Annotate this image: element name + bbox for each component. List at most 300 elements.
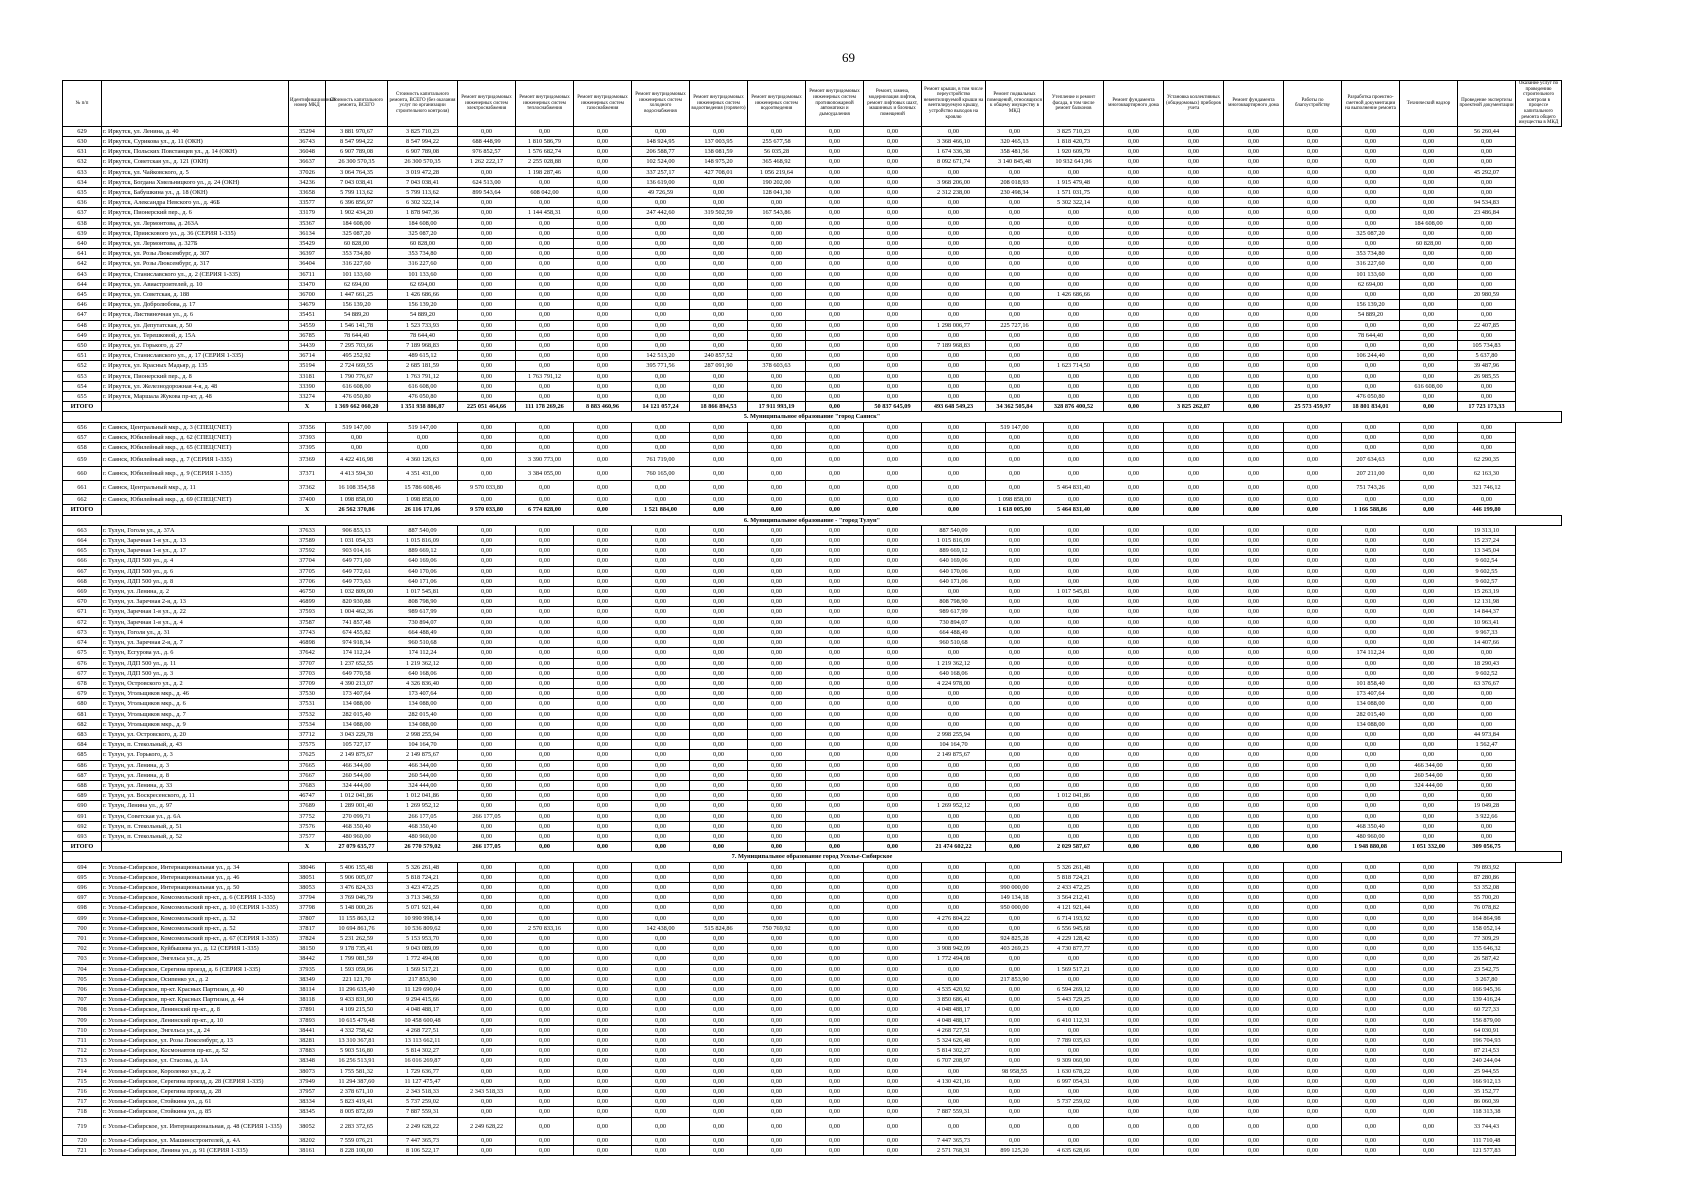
table-cell: 0,00 xyxy=(516,617,574,627)
table-cell: 0,00 xyxy=(458,617,516,627)
table-cell: 1 915 479,48 xyxy=(1044,177,1104,187)
table-cell: 0,00 xyxy=(1104,556,1164,566)
table-cell: 0,00 xyxy=(1104,760,1164,770)
table-cell: 0,00 xyxy=(458,597,516,607)
table-cell: 0,00 xyxy=(516,249,574,259)
table-cell: 5 148 000,26 xyxy=(326,903,388,913)
table-cell: 0,00 xyxy=(1342,443,1400,453)
table-cell: 0,00 xyxy=(458,821,516,831)
table-cell: 0,00 xyxy=(1342,638,1400,648)
table-cell: 37957 xyxy=(289,1087,326,1097)
table-cell: 0,00 xyxy=(986,351,1044,361)
table-cell: 134 088,00 xyxy=(1342,699,1400,709)
table-cell: 0,00 xyxy=(574,453,632,467)
table-cell: 14 121 057,24 xyxy=(632,402,690,412)
table-cell: 0,00 xyxy=(1224,556,1284,566)
table-cell: 0,00 xyxy=(516,198,574,208)
table-row xyxy=(63,729,1562,739)
table-cell: 1 521 884,00 xyxy=(632,505,690,515)
table-cell: 9 602,57 xyxy=(1458,576,1516,586)
table-cell: 0,00 xyxy=(690,290,748,300)
table-cell: 76 078,82 xyxy=(1458,903,1516,913)
table-cell: 0,00 xyxy=(1342,985,1400,995)
table-cell: 23 542,75 xyxy=(1458,964,1516,974)
table-cell: 0,00 xyxy=(1224,770,1284,780)
table-cell: 0,00 xyxy=(690,954,748,964)
table-cell: 0,00 xyxy=(1224,576,1284,586)
table-cell: 0,00 xyxy=(1104,678,1164,688)
table-row xyxy=(63,453,1562,467)
table-cell: 0,00 xyxy=(1400,259,1458,269)
table-cell: 0,00 xyxy=(1044,422,1104,432)
table-cell: 0,00 xyxy=(1224,259,1284,269)
table-cell: 0,00 xyxy=(748,1145,806,1155)
table-cell: 0,00 xyxy=(458,740,516,750)
table-cell: 0,00 xyxy=(1400,1046,1458,1056)
table-cell: 0,00 xyxy=(1104,546,1164,556)
table-cell: 0,00 xyxy=(1284,770,1342,780)
table-cell: 0,00 xyxy=(748,320,806,330)
table-cell: 46899 xyxy=(289,597,326,607)
table-cell: 4 390 213,07 xyxy=(326,678,388,688)
table-cell: 0,00 xyxy=(1224,443,1284,453)
table-cell: 0,00 xyxy=(1400,627,1458,637)
table-cell: 5 324 626,48 xyxy=(922,1036,986,1046)
table-cell: 608 042,00 xyxy=(516,187,574,197)
table-cell: 324 444,00 xyxy=(326,780,388,790)
table-cell: 266 177,05 xyxy=(458,842,516,852)
table-cell: 0,00 xyxy=(1044,607,1104,617)
table-cell: 0,00 xyxy=(1458,750,1516,760)
table-row xyxy=(63,238,1562,248)
table-cell: 37371 xyxy=(289,467,326,481)
table-cell: 0,00 xyxy=(574,341,632,351)
table-cell: 0,00 xyxy=(1224,872,1284,882)
table-cell: 0,00 xyxy=(1400,481,1458,495)
table-cell: 10 694 861,76 xyxy=(326,923,388,933)
table-cell: 0,00 xyxy=(986,432,1044,442)
table-cell: 0,00 xyxy=(1104,1066,1164,1076)
table-cell: 0,00 xyxy=(1224,536,1284,546)
table-cell: 0,00 xyxy=(748,689,806,699)
row-number-cell: 717 xyxy=(63,1097,102,1107)
table-cell: 0,00 xyxy=(1284,259,1342,269)
address-cell: г. Тулун, п. Стекольный, д. 51 xyxy=(102,821,289,831)
table-cell: 0,00 xyxy=(1284,566,1342,576)
table-cell: 26 300 570,35 xyxy=(388,157,458,167)
table-cell: 1 920 609,79 xyxy=(1044,147,1104,157)
table-cell: 0,00 xyxy=(864,903,922,913)
table-cell: 2 570 833,16 xyxy=(516,923,574,933)
table-cell: 0,00 xyxy=(864,198,922,208)
table-cell: 0,00 xyxy=(1224,392,1284,402)
table-cell: 0,00 xyxy=(1104,422,1164,432)
table-cell: 0,00 xyxy=(632,1046,690,1056)
address-cell: г. Тулун, Угольщиков мкр., д. 9 xyxy=(102,719,289,729)
table-cell: 0,00 xyxy=(864,422,922,432)
table-cell: 0,00 xyxy=(806,1056,864,1066)
table-cell: 0,00 xyxy=(748,985,806,995)
table-cell: 0,00 xyxy=(1044,238,1104,248)
table-cell: 25 573 459,97 xyxy=(1284,402,1342,412)
table-cell: 101 858,40 xyxy=(1342,678,1400,688)
table-cell: 0,00 xyxy=(516,709,574,719)
table-cell: 0,00 xyxy=(1342,760,1400,770)
table-cell: 0,00 xyxy=(1044,1087,1104,1097)
address-cell: г. Тулун, ул. Воскресенского, д. 11 xyxy=(102,791,289,801)
table-cell: 0,00 xyxy=(516,587,574,597)
table-cell: 1 351 938 886,87 xyxy=(388,402,458,412)
table-cell: 18 801 834,01 xyxy=(1342,402,1400,412)
table-cell: 208 018,93 xyxy=(986,177,1044,187)
table-cell: 0,00 xyxy=(864,1145,922,1155)
address-cell: г. Иркутск, ул. Красных Мадьяр, д. 135 xyxy=(102,361,289,371)
table-cell: 5 231 262,59 xyxy=(326,933,388,943)
table-cell: 0,00 xyxy=(458,208,516,218)
table-cell: 640 168,06 xyxy=(922,668,986,678)
table-cell: 0,00 xyxy=(1104,872,1164,882)
table-cell: 0,00 xyxy=(1224,821,1284,831)
table-cell: 0,00 xyxy=(574,525,632,535)
table-cell: 156 139,20 xyxy=(1342,300,1400,310)
table-cell: 0,00 xyxy=(1400,729,1458,739)
table-cell: 37707 xyxy=(289,658,326,668)
table-cell: 0,00 xyxy=(1224,361,1284,371)
table-cell: 0,00 xyxy=(632,587,690,597)
table-cell: 0,00 xyxy=(1400,974,1458,984)
table-cell: 0,00 xyxy=(574,481,632,495)
table-cell: 37752 xyxy=(289,811,326,821)
table-cell: 0,00 xyxy=(1342,933,1400,943)
table-cell: 0,00 xyxy=(806,760,864,770)
table-cell: 0,00 xyxy=(1044,709,1104,719)
table-cell: 0,00 xyxy=(922,467,986,481)
table-cell: 0,00 xyxy=(806,740,864,750)
table-cell: 54 889,20 xyxy=(1342,310,1400,320)
row-number-cell: 718 xyxy=(63,1107,102,1117)
table-cell: 0,00 xyxy=(1400,402,1458,412)
table-cell: 3 423 472,25 xyxy=(388,882,458,892)
row-number-cell: 696 xyxy=(63,882,102,892)
table-cell: 0,00 xyxy=(1044,320,1104,330)
table-cell: 0,00 xyxy=(458,546,516,556)
table-row xyxy=(63,831,1562,841)
table-cell: 0,00 xyxy=(458,566,516,576)
table-cell: 0,00 xyxy=(574,556,632,566)
table-cell: 0,00 xyxy=(632,1036,690,1046)
table-cell: 0,00 xyxy=(986,1025,1044,1035)
table-cell: 0,00 xyxy=(458,760,516,770)
table-cell: 0,00 xyxy=(1104,811,1164,821)
table-cell: 0,00 xyxy=(690,699,748,709)
row-number-cell: 697 xyxy=(63,893,102,903)
table-cell: 0,00 xyxy=(748,1015,806,1025)
table-cell: 0,00 xyxy=(1284,709,1342,719)
table-cell: 0,00 xyxy=(864,351,922,361)
row-number-cell: 716 xyxy=(63,1087,102,1097)
row-number-cell: 714 xyxy=(63,1066,102,1076)
address-cell: г. Иркутск, Польских Повстанцев ул., д. 14 (ОКН) xyxy=(102,147,289,157)
table-cell: 1 523 733,93 xyxy=(388,320,458,330)
table-cell: 0,00 xyxy=(690,689,748,699)
table-cell: 0,00 xyxy=(1104,862,1164,872)
table-cell: 37706 xyxy=(289,576,326,586)
table-cell: 2 029 587,67 xyxy=(1044,842,1104,852)
address-cell: г. Иркутск, ул. Лермонтова, д. 327Б xyxy=(102,238,289,248)
table-cell: 0,00 xyxy=(748,709,806,719)
table-cell: 0,00 xyxy=(1044,658,1104,668)
table-cell: 1 369 662 060,20 xyxy=(326,402,388,412)
table-cell: 664 488,49 xyxy=(922,627,986,637)
table-cell: 0,00 xyxy=(1104,208,1164,218)
table-cell: 8 005 872,69 xyxy=(326,1107,388,1117)
table-cell: 36637 xyxy=(289,157,326,167)
table-cell: 0,00 xyxy=(690,341,748,351)
table-row xyxy=(63,882,1562,892)
table-row xyxy=(63,974,1562,984)
table-cell: 0,00 xyxy=(1284,300,1342,310)
table-cell: 4 332 758,42 xyxy=(326,1025,388,1035)
table-cell: 0,00 xyxy=(864,689,922,699)
row-number-cell: 701 xyxy=(63,933,102,943)
table-cell: 0,00 xyxy=(574,1076,632,1086)
row-number-cell: 681 xyxy=(63,709,102,719)
address-cell: г. Тулун, ЛДП 500 ул., д. 11 xyxy=(102,658,289,668)
table-cell: 0,00 xyxy=(458,607,516,617)
table-cell: 0,00 xyxy=(748,249,806,259)
table-cell: 0,00 xyxy=(864,995,922,1005)
table-cell: 0,00 xyxy=(690,1087,748,1097)
table-cell: 0,00 xyxy=(748,218,806,228)
table-cell: 316 227,60 xyxy=(1342,259,1400,269)
table-cell: 282 015,40 xyxy=(326,709,388,719)
table-row xyxy=(63,801,1562,811)
table-cell: 0,00 xyxy=(1400,443,1458,453)
table-cell: 0,00 xyxy=(1284,964,1342,974)
table-cell: 0,00 xyxy=(1342,964,1400,974)
table-cell: 0,00 xyxy=(574,351,632,361)
table-cell: 0,00 xyxy=(1224,709,1284,719)
table-cell: 0,00 xyxy=(1284,1076,1342,1086)
row-number-cell: 715 xyxy=(63,1076,102,1086)
table-cell: 0,00 xyxy=(516,481,574,495)
table-cell: 0,00 xyxy=(574,648,632,658)
table-cell: 0,00 xyxy=(806,505,864,515)
table-cell: 0,00 xyxy=(1342,913,1400,923)
address-cell: г. Усолье-Сибирское, ул. Машиностроителей, д. 4А xyxy=(102,1135,289,1145)
table-cell: 0,00 xyxy=(748,453,806,467)
table-cell: 230 498,34 xyxy=(986,187,1044,197)
table-cell: 5 326 261,48 xyxy=(388,862,458,872)
table-cell: 0,00 xyxy=(632,821,690,831)
table-cell: 0,00 xyxy=(806,913,864,923)
table-cell: 0,00 xyxy=(864,1066,922,1076)
table-cell: 0,00 xyxy=(986,1117,1044,1135)
table-cell: 0,00 xyxy=(1164,689,1224,699)
table-cell: 0,00 xyxy=(1458,300,1516,310)
table-cell: 2 998 255,94 xyxy=(388,729,458,739)
table-cell: 0,00 xyxy=(458,719,516,729)
table-cell: 38118 xyxy=(289,995,326,1005)
table-cell: 0,00 xyxy=(806,648,864,658)
table-cell: 0,00 xyxy=(632,320,690,330)
table-cell: 316 227,60 xyxy=(326,259,388,269)
table-cell: 493 648 549,23 xyxy=(922,402,986,412)
table-cell: 0,00 xyxy=(864,525,922,535)
table-cell: 9 570 033,80 xyxy=(458,505,516,515)
table-cell: 3 850 686,41 xyxy=(922,995,986,1005)
table-cell: 0,00 xyxy=(690,238,748,248)
table-cell: 0,00 xyxy=(1400,136,1458,146)
table-cell: 0,00 xyxy=(1104,1036,1164,1046)
table-cell: 1 426 686,66 xyxy=(388,290,458,300)
address-cell: г. Усолье-Сибирское, Комсомольский пр-кт., д. 32 xyxy=(102,913,289,923)
table-cell: 225 727,16 xyxy=(986,320,1044,330)
table-cell: 0,00 xyxy=(1164,944,1224,954)
table-cell: 0,00 xyxy=(1400,187,1458,197)
table-cell: 616 608,00 xyxy=(326,381,388,391)
table-cell: 37683 xyxy=(289,780,326,790)
row-number-cell: 705 xyxy=(63,974,102,984)
column-header: Ремонт внутридомовых инженерных систем холодного водоснабжения xyxy=(632,81,690,127)
table-cell: 0,00 xyxy=(922,933,986,943)
table-cell: 0,00 xyxy=(748,341,806,351)
address-cell: г. Иркутск, ул. Горького, д. 27 xyxy=(102,341,289,351)
table-cell: 0,00 xyxy=(516,1145,574,1155)
table-cell: 0,00 xyxy=(1284,177,1342,187)
table-cell: 0,00 xyxy=(1224,760,1284,770)
table-cell: 0,00 xyxy=(1164,330,1224,340)
table-cell: 26 985,55 xyxy=(1458,371,1516,381)
table-cell: 0,00 xyxy=(1044,453,1104,467)
table-cell: 0,00 xyxy=(1164,627,1224,637)
table-cell: 0,00 xyxy=(1224,1107,1284,1117)
row-number-cell: 637 xyxy=(63,208,102,218)
table-cell: 0,00 xyxy=(748,1107,806,1117)
row-number-cell: 693 xyxy=(63,831,102,841)
table-row xyxy=(63,985,1562,995)
table-cell: 0,00 xyxy=(1224,658,1284,668)
table-cell: 9 433 831,90 xyxy=(326,995,388,1005)
table-cell: 0,00 xyxy=(574,269,632,279)
table-row xyxy=(63,770,1562,780)
table-row xyxy=(63,668,1562,678)
table-row xyxy=(63,913,1562,923)
table-cell: 0,00 xyxy=(986,729,1044,739)
section-header-row xyxy=(63,412,1562,422)
table-cell: 640 171,06 xyxy=(388,576,458,586)
table-cell: 0,00 xyxy=(1284,136,1342,146)
table-cell: 0,00 xyxy=(806,780,864,790)
table-cell: 10 536 809,62 xyxy=(388,923,458,933)
table-cell: 0,00 xyxy=(458,995,516,1005)
address-cell: г. Тулун, ул. Горького, д. 3 xyxy=(102,750,289,760)
row-number-cell: 668 xyxy=(63,576,102,586)
table-cell: 0,00 xyxy=(748,525,806,535)
table-cell: 0,00 xyxy=(516,678,574,688)
table-cell: 6 714 193,92 xyxy=(1044,913,1104,923)
table-cell: 20 980,59 xyxy=(1458,290,1516,300)
table-cell: 1 593 059,96 xyxy=(326,964,388,974)
table-cell: 0,00 xyxy=(632,668,690,678)
table-cell: 0,00 xyxy=(922,1066,986,1076)
table-cell: 0,00 xyxy=(986,392,1044,402)
table-cell: 0,00 xyxy=(1224,995,1284,1005)
table-cell: 35451 xyxy=(289,310,326,320)
address-cell: г. Усолье-Сибирское, Осипенко ул., д. 2 xyxy=(102,974,289,984)
table-cell: 0,00 xyxy=(1044,371,1104,381)
address-cell: г. Усолье-Сибирское, Интернациональная ул., д. 34 xyxy=(102,862,289,872)
table-cell: 0,00 xyxy=(864,893,922,903)
table-cell: 0,00 xyxy=(1164,750,1224,760)
table-cell: 0,00 xyxy=(1400,638,1458,648)
table-cell: 0,00 xyxy=(1224,974,1284,984)
table-cell: 33658 xyxy=(289,187,326,197)
table-cell: 0,00 xyxy=(690,481,748,495)
table-cell: 0,00 xyxy=(806,467,864,481)
table-cell: 4 635 628,66 xyxy=(1044,1145,1104,1155)
table-cell: 0,00 xyxy=(1164,228,1224,238)
table-cell: 0,00 xyxy=(986,566,1044,576)
table-cell: 0,00 xyxy=(516,1107,574,1117)
table-cell: 37704 xyxy=(289,556,326,566)
table-cell: 0,00 xyxy=(806,597,864,607)
table-cell: 38114 xyxy=(289,985,326,995)
table-cell: 0,00 xyxy=(748,1135,806,1145)
table-cell: 2 378 671,10 xyxy=(326,1087,388,1097)
table-cell: 0,00 xyxy=(1164,791,1224,801)
table-cell: 688 448,99 xyxy=(458,136,516,146)
table-cell: 0,00 xyxy=(806,1025,864,1035)
table-cell: 0,00 xyxy=(516,361,574,371)
table-cell: 0,00 xyxy=(922,831,986,841)
table-cell: 0,00 xyxy=(574,893,632,903)
table-cell: 0,00 xyxy=(574,597,632,607)
table-cell: 0,00 xyxy=(1342,371,1400,381)
table-cell: 1 799 081,59 xyxy=(326,954,388,964)
table-cell: 0,00 xyxy=(748,678,806,688)
table-cell: 0,00 xyxy=(1400,740,1458,750)
table-cell: 5 153 953,70 xyxy=(388,933,458,943)
table-cell: 7 043 038,41 xyxy=(388,177,458,187)
table-cell: 0,00 xyxy=(864,719,922,729)
table-cell: 0,00 xyxy=(1224,300,1284,310)
address-cell: г. Усолье-Сибирское, Комсомольский пр-кт., д. 6 (СЕРИЯ 1-335) xyxy=(102,893,289,903)
table-cell: 13 310 367,81 xyxy=(326,1036,388,1046)
table-cell: 0,00 xyxy=(574,136,632,146)
table-row xyxy=(63,1046,1562,1056)
table-cell: 0,00 xyxy=(516,933,574,943)
table-cell: 0,00 xyxy=(516,985,574,995)
table-cell: 0,00 xyxy=(1284,872,1342,882)
table-cell: 0,00 xyxy=(864,882,922,892)
section-title: 5. Муниципальное образование "город Саянск" xyxy=(63,412,1562,422)
row-number-cell: 670 xyxy=(63,597,102,607)
table-cell: 0,00 xyxy=(690,126,748,136)
table-cell: 0,00 xyxy=(690,381,748,391)
table-cell: 0,00 xyxy=(864,432,922,442)
table-cell: 0,00 xyxy=(690,467,748,481)
total-row xyxy=(63,402,1562,412)
table-cell: 0,00 xyxy=(574,913,632,923)
table-cell: 0,00 xyxy=(1400,228,1458,238)
table-cell: 0,00 xyxy=(1164,729,1224,739)
table-cell: 0,00 xyxy=(1104,177,1164,187)
table-cell: 0,00 xyxy=(864,668,922,678)
table-cell: 0,00 xyxy=(690,525,748,535)
table-row xyxy=(63,617,1562,627)
table-cell: 1 015 816,09 xyxy=(922,536,986,546)
